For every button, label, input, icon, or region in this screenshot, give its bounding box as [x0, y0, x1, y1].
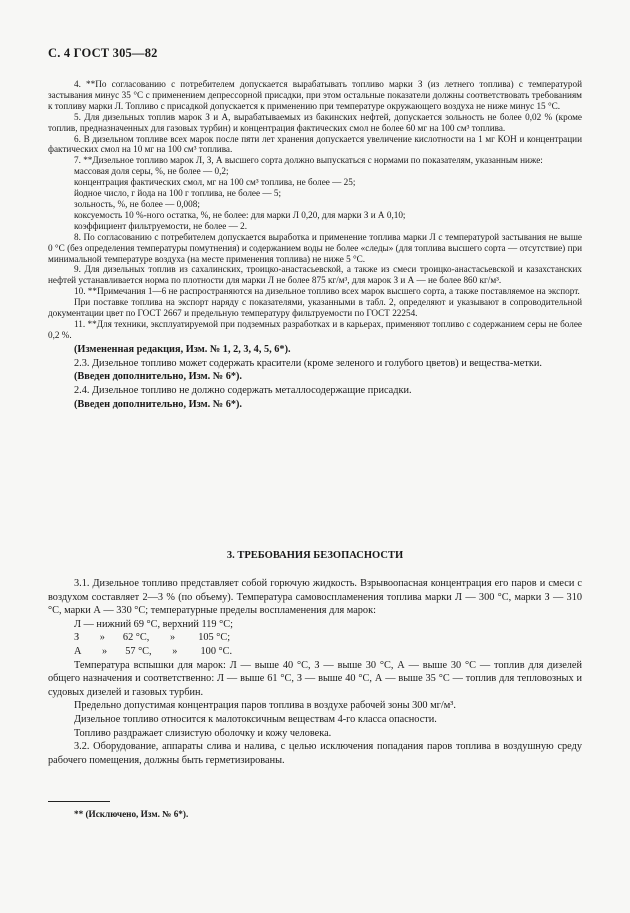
note-7-item: коэффициент фильтруемости, не более — 2.: [74, 220, 248, 231]
clause-2-3: 2.3. Дизельное топливо может содержать красители (кроме зеленого и голубого цветов) и вещества-метки.: [74, 357, 542, 369]
edit-note: (Измененная редакция, Изм. № 1, 2, 3, 4, 5, 6*).: [74, 343, 291, 355]
note-8: 8. По согласованию с потребителем допускается выработка и применение топлива марки Л с температурой застывания не выше 0 °С (без определения температуры помутнения) и содержанием воды не более «следы» (для топлива высшего сорта — отсутствие) при минимальной температуре воздуха (на месте применения топлива) не ниже 5 °С.: [48, 231, 582, 264]
max-concentration: Предельно допустимая концентрация паров топлива в воздухе рабочей зоны 300 мг/м³.: [74, 700, 456, 712]
irritation: Топливо раздражает слизистую оболочку и кожу человека.: [74, 727, 332, 739]
page-header: С. 4 ГОСТ 305—82: [48, 46, 158, 60]
added-note-2: (Введен дополнительно, Изм. № 6*).: [74, 398, 242, 410]
note-7-item: йодное число, г йода на 100 г топлива, не более — 5;: [74, 188, 282, 199]
note-7-item: зольность, %, не более — 0,008;: [74, 198, 200, 209]
safety-section-body: [48, 577, 582, 767]
note-10: 10. **Примечания 1—6 не распространяются на дизельное топливо всех марок высшего сорта, а также поставляемое на экспорт.: [74, 286, 580, 297]
limit-row-a: А » 57 °С, » 100 °С.: [74, 645, 233, 657]
note-7-item: концентрация фактических смол, мг на 100 см³ топлива, не более — 25;: [74, 177, 356, 188]
toxicity: Дизельное топливо относится к малотоксичным веществам 4-го класса опасности.: [74, 713, 437, 725]
note-7-item: коксуемость 10 %-ного остатка, %, не более: для марки Л 0,20, для марки З и А 0,10;: [74, 209, 406, 220]
limit-row-z: З » 62 °С, » 105 °С;: [74, 632, 231, 644]
footnote: ** (Исключено, Изм. № 6*).: [74, 809, 189, 819]
footnote-divider: [48, 801, 110, 802]
section-title: 3. ТРЕБОВАНИЯ БЕЗОПАСНОСТИ: [226, 550, 404, 561]
note-6: 6. В дизельном топливе всех марок после пяти лет хранения допускается увеличение кислотности на 1 мг КОН и концентрации фактических смол на 10 мг на 100 см³ топлива.: [48, 133, 582, 155]
limit-row-l: Л — нижний 69 °С, верхний 119 °С;: [74, 618, 233, 630]
note-9: 9. Для дизельных топлив из сахалинских, троицко-анастасьевской, а также из смеси троицко-анастасьевской и казахстанских нефтей устанавливается норма по плотности для марки Л не более 875 кг/м³, для марок З и А — не более 860 кг/м³.: [48, 264, 582, 286]
notes-block: [48, 79, 582, 411]
added-note-1: (Введен дополнительно, Изм. № 6*).: [74, 371, 242, 383]
ignition-limits: [48, 618, 582, 659]
note-5: 5. Для дизельных топлив марок З и А, вырабатываемых из бакинских нефтей, допускается зольность не более 0,02 % (кроме топлив, предназначенных для газовых турбин) и концентрация фактических смол не более 60 мг на 100 см³ топлива.: [48, 111, 582, 133]
clause-3-1: 3.1. Дизельное топливо представляет собой горючую жидкость. Взрывоопасная концентрация его паров и смеси с воздухом составляет 2—3 % (по объему). Температура самовоспламенения топлива марки Л — 300 °С, марки З — 310 °С, марки А — 330 °С; температурные пределы воспламенения для марок:: [48, 578, 582, 617]
note-7: 7. **Дизельное топливо марок Л, З, А высшего сорта должно выпускаться с нормами по показателям, указанным ниже:: [74, 155, 543, 166]
note-11: 11. **Для техники, эксплуатируемой при подземных разработках и в карьерах, применяют топливо с содержанием серы не более 0,2 %.: [48, 318, 582, 340]
clause-3-2: 3.2. Оборудование, аппараты слива и налива, с целью исключения попадания паров топлива в воздушную среду рабочего помещения, должны быть герметизированы.: [48, 741, 582, 766]
note-10-export: При поставке топлива на экспорт наряду с показателями, указанными в табл. 2, определяют и указывают в сопроводительной документации цвет по ГОСТ 2667 и предельную температуру фильтруемости по ГОСТ 22254.: [48, 297, 582, 319]
note-4: 4. **По согласованию с потребителем допускается вырабатывать топливо марки З (из летнего топлива) с температурой застывания минус 35 °С с применением депрессорной присадки, при этом остальные показатели должны соответствовать требованиям к топливу марки Л. Топливо с присадкой допускается к применению при температуре окружающего воздуха не ниже минус 15 °С.: [48, 79, 582, 111]
clause-2-4: 2.4. Дизельное топливо не должно содержать металлосодержащие присадки.: [74, 384, 412, 396]
flash-point: Температура вспышки для марок: Л — выше 40 °С, З — выше 30 °С, А — выше 30 °С — топлив для дизелей общего назначения и соответственно: Л — выше 61 °С, З — выше 40 °С, А — выше 35 °С — топлив для тепловозных и судовых дизелей и газовых турбин.: [48, 659, 582, 698]
note-7-item: массовая доля серы, %, не более — 0,2;: [74, 166, 229, 177]
